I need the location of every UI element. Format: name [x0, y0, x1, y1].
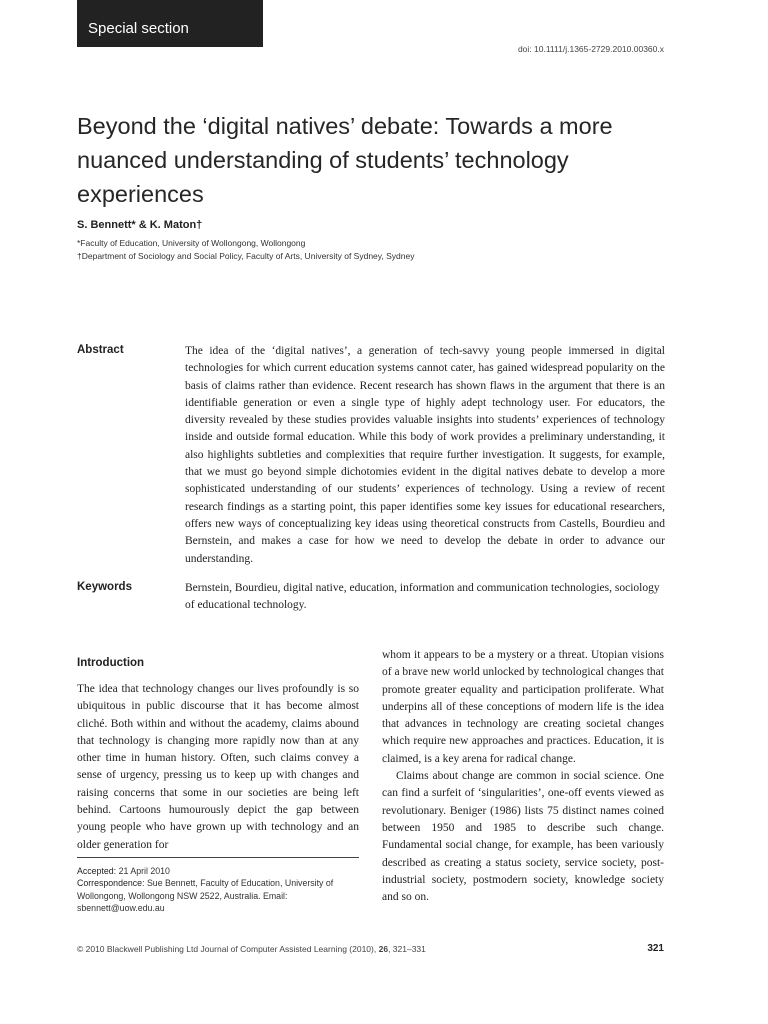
correspondence-details: Sue Bennett, Faculty of Education, University of Wollongong, Wollongong NSW 2522, Australia. Email: sbennett@uow.edu.au [77, 878, 334, 914]
accepted-date: 21 April 2010 [118, 866, 170, 876]
body-column-right [382, 647, 664, 906]
affiliation-1: *Faculty of Education, University of Wollongong, Wollongong [77, 238, 306, 248]
section-banner [77, 0, 263, 47]
accepted-line [77, 865, 361, 877]
abstract-text: The idea of the ‘digital natives’, a generation of tech-savvy young people immersed in digital technologies for which current education systems cannot cater, has gained widespread popularity on the basis of claims rather than evidence. Recent research has shown flaws in the argument that there is an identifiable generation or even a single type of highly adept technology user. For educators, the diversity revealed by these studies provides valuable insights into students’ experiences of technology inside and outside formal education. While this body of work provides a preliminary understanding, it also highlights subtleties and complexities that require further investigation. It suggests, for example, that we must go beyond simple dichotomies evident in the digital natives debate to develop a more sophisticated understanding of our students’ experiences of technology. Using a review of recent research findings as a starting point, this paper identifies some key issues for educational researchers, offers new ways of conceptualizing key ideas using theoretical constructs from Castells, Bourdieu and Bernstein, and makes a case for how we need to develop the debate in order to advance our understanding. [185, 345, 665, 565]
introduction-paragraph-1: The idea that technology changes our lives profoundly is so ubiquitous in public discourse that it has become almost cliché. Both within and without the academy, claims abound that technology is changing more rapidly now than at any other time in human history. Often, such claims convey a sense of urgency, pressing us to keep up with changes and raising concerns that some in our societies are being left behind. Cartoons humourously depict the gap between young people who have grown up with technology and an older generation for [77, 683, 359, 851]
correspondence-line [77, 877, 361, 914]
notes-divider [77, 857, 359, 858]
abstract-label: Abstract [77, 344, 124, 356]
footer-volume: 26 [378, 944, 389, 954]
introduction-paragraph-1-continued: whom it appears to be a mystery or a threat. Utopian visions of a brave new world unlocked by technological changes that promote greater equality and participation proliferate. What underpins all of these conceptions of modern life is the idea that advances in technology are creating societal changes which require new approaches and practices. Education, it is claimed, is a key arena for radical change. [382, 649, 664, 765]
page-number: 321 [647, 943, 664, 954]
footer-pages: , 321–331 [388, 944, 426, 954]
affiliation-2: †Department of Sociology and Social Policy, Faculty of Arts, University of Sydney, Sydney [77, 251, 415, 261]
correspondence-label: Correspondence: [77, 878, 145, 889]
accepted-label: Accepted: [77, 866, 117, 876]
section-label: Special section [88, 20, 189, 37]
introduction-paragraph-2: Claims about change are common in social science. One can find a surfeit of ‘singularities’, one-off events viewed as revolutionary. Beniger (1986) lists 75 distinct names coined between 1950 and 1985 to describe such change. Fundamental social change, for example, has been variously described as creating a status society, service society, post-industrial society, postmodern society, knowledge society and so on. [382, 770, 664, 904]
article-notes [77, 865, 361, 915]
page-footer [77, 944, 426, 954]
footer-citation: © 2010 Blackwell Publishing Ltd Journal of Computer Assisted Learning (2010), [77, 944, 377, 954]
introduction-heading: Introduction [77, 657, 145, 669]
keywords-label: Keywords [77, 581, 132, 593]
body-column-left [77, 657, 359, 854]
doi-link[interactable]: doi: 10.1111/j.1365-2729.2010.00360.x [517, 44, 664, 54]
author-list: S. Bennett* & K. Maton† [77, 219, 203, 231]
article-title: Beyond the ‘digital natives’ debate: Towards a more nuanced understanding of students’ technology experiences [77, 113, 613, 207]
keywords-text: Bernstein, Bourdieu, digital native, education, information and communication technologies, sociology of educational technology. [185, 582, 660, 612]
